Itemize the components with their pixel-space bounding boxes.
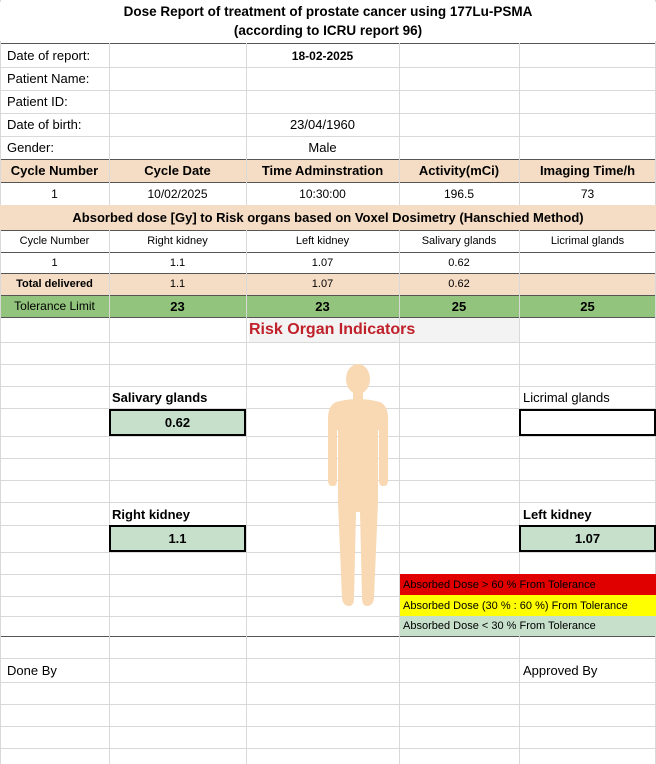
cycle-row-imaging: 73 [580, 186, 595, 201]
cycle-header-imaging: Imaging Time/h [539, 163, 636, 178]
report-subtitle [0, 21, 656, 41]
done-by-label: Done By [7, 663, 57, 678]
right-kidney-label: Right kidney [112, 506, 191, 522]
cycle-header-time: Time Adminstration [261, 163, 384, 178]
dose-table-title: Absorbed dose [Gy] to Risk organs based on Voxel Dosimetry (Hanschied Method) [0, 205, 656, 230]
licrimal-glands-label: Licrimal glands [523, 389, 610, 405]
dose-header-cycle: Cycle Number [19, 235, 90, 247]
legend-green: Absorbed Dose < 30 % From Tolerance [400, 616, 656, 636]
cycle-header-activity: Activity(mCi) [418, 163, 500, 178]
legend-red: Absorbed Dose > 60 % From Tolerance [400, 574, 656, 595]
date-of-report-label: Date of report: [7, 48, 91, 63]
patient-id-label: Patient ID: [7, 94, 68, 109]
report-title [0, 2, 656, 22]
cycle-row-number: 1 [51, 186, 58, 201]
salivary-glands-indicator: 0.62 [109, 409, 246, 436]
legend-yellow: Absorbed Dose (30 % : 60 %) From Tolerance [400, 595, 656, 616]
tolerance-licrimal: 25 [580, 298, 595, 314]
dose-row-left-kidney: 1.07 [311, 256, 334, 269]
tolerance-limit-label: Tolerance Limit [14, 299, 95, 313]
dose-header-licrimal: Licrimal glands [550, 235, 625, 247]
total-licrimal [519, 273, 656, 295]
report-title-line1: Dose Report of treatment of prostate cancer using 177Lu-PSMA [123, 4, 533, 19]
approved-by-label: Approved By [523, 663, 598, 678]
cycle-row-date: 10/02/2025 [147, 186, 208, 201]
dose-header-salivary: Salivary glands [421, 235, 497, 247]
dose-row-right-kidney: 1.1 [169, 256, 186, 269]
gender-value: Male [308, 140, 337, 155]
risk-organ-indicators-title: Risk Organ Indicators [249, 321, 416, 338]
licrimal-glands-indicator [519, 409, 656, 436]
patient-name-value [246, 67, 399, 90]
dose-row-cycle: 1 [51, 256, 58, 269]
total-salivary: 0.62 [448, 278, 470, 290]
cycle-header-date: Cycle Date [144, 163, 211, 178]
dose-header-right-kidney: Right kidney [147, 235, 208, 247]
total-delivered-label: Total delivered [16, 278, 93, 290]
total-right-kidney: 1.1 [169, 278, 186, 290]
tolerance-left-kidney: 23 [315, 298, 330, 314]
salivary-glands-label: Salivary glands [112, 389, 208, 405]
tolerance-right-kidney: 23 [170, 298, 185, 314]
report-title-line2: (according to ICRU report 96) [233, 23, 423, 38]
date-of-birth-label: Date of birth: [7, 117, 82, 132]
dose-row-salivary: 0.62 [448, 256, 470, 269]
cycle-row-activity: 196.5 [443, 186, 475, 201]
tolerance-salivary: 25 [451, 298, 467, 314]
left-kidney-indicator: 1.07 [519, 525, 656, 552]
right-kidney-indicator: 1.1 [109, 525, 246, 552]
cycle-row-time: 10:30:00 [299, 186, 346, 201]
human-body-figure [318, 362, 398, 622]
left-kidney-label: Left kidney [523, 506, 592, 522]
cycle-header-number: Cycle Number [10, 163, 99, 178]
patient-id-value [246, 90, 399, 113]
dose-header-left-kidney: Left kidney [295, 235, 350, 247]
dose-row-licrimal [519, 252, 656, 273]
total-left-kidney: 1.07 [311, 278, 334, 290]
gender-label: Gender: [7, 140, 54, 155]
patient-name-label: Patient Name: [7, 71, 90, 86]
date-of-birth-value: 23/04/1960 [289, 117, 356, 132]
date-of-report-value: 18-02-2025 [291, 48, 354, 63]
